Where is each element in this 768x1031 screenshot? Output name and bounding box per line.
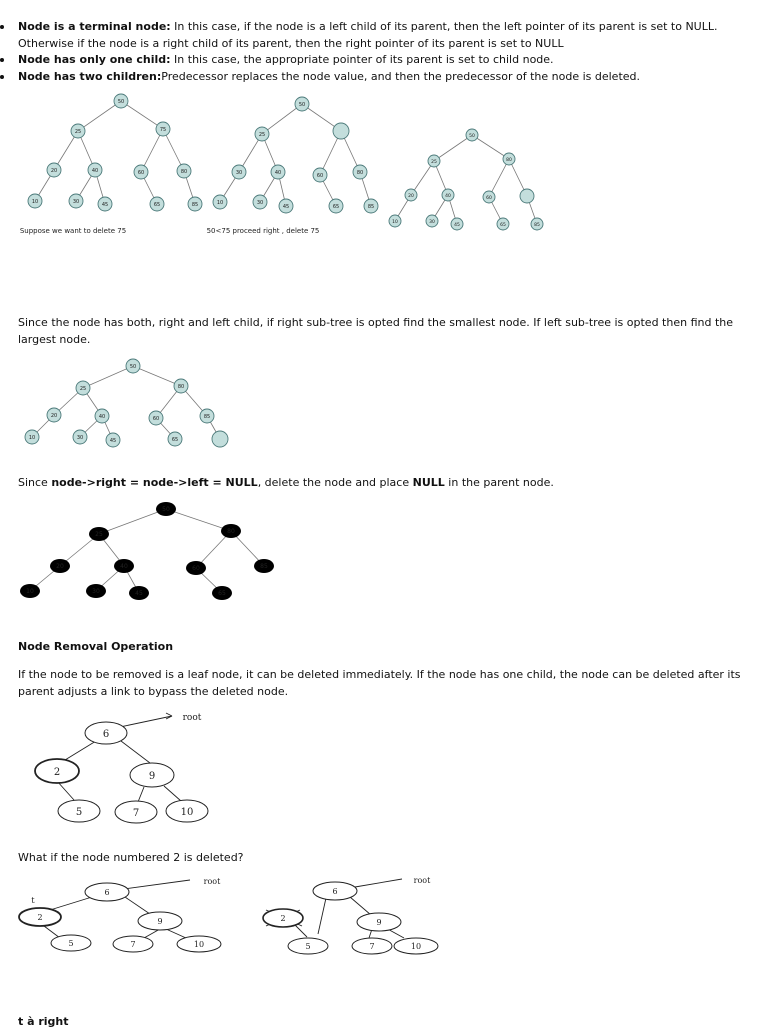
svg-text:60: 60 xyxy=(486,196,492,201)
svg-text:45: 45 xyxy=(454,223,460,228)
svg-text:20: 20 xyxy=(408,194,414,199)
svg-text:85: 85 xyxy=(534,223,540,228)
svg-text:5: 5 xyxy=(305,942,311,951)
svg-text:25: 25 xyxy=(431,160,437,165)
svg-text:50: 50 xyxy=(298,102,306,108)
root-label: root xyxy=(182,713,202,723)
svg-text:40: 40 xyxy=(274,170,282,176)
null-word: NULL xyxy=(412,476,445,489)
root-label: root xyxy=(413,876,431,885)
svg-text:85: 85 xyxy=(260,563,268,570)
svg-text:80: 80 xyxy=(177,384,185,390)
tree-after xyxy=(263,876,438,954)
svg-text:40: 40 xyxy=(91,168,99,174)
svg-text:65: 65 xyxy=(332,204,340,210)
svg-text:10: 10 xyxy=(392,220,398,225)
svg-text:50: 50 xyxy=(117,99,125,105)
case-text: In this case, the appropriate pointer of its parent is set to child node. xyxy=(170,53,554,66)
section-heading-node-removal: Node Removal Operation xyxy=(18,640,174,653)
svg-text:25: 25 xyxy=(74,129,82,135)
svg-text:85: 85 xyxy=(367,204,375,210)
svg-text:65: 65 xyxy=(218,590,226,597)
svg-text:2: 2 xyxy=(53,767,61,778)
svg-text:25: 25 xyxy=(258,132,266,138)
svg-text:10: 10 xyxy=(31,199,39,205)
null-suffix: in the parent node. xyxy=(444,476,554,489)
svg-text:10: 10 xyxy=(180,807,194,818)
svg-text:6: 6 xyxy=(332,887,338,896)
null-code: node->right = node->left = NULL xyxy=(51,476,258,489)
svg-text:30: 30 xyxy=(72,199,80,205)
svg-text:45: 45 xyxy=(109,438,117,444)
svg-text:30: 30 xyxy=(235,170,243,176)
svg-text:30: 30 xyxy=(429,220,435,225)
svg-text:45: 45 xyxy=(101,202,109,208)
svg-text:9: 9 xyxy=(157,917,163,926)
svg-text:10: 10 xyxy=(410,942,422,951)
svg-text:10: 10 xyxy=(193,940,205,949)
svg-text:30: 30 xyxy=(92,588,100,595)
svg-text:60: 60 xyxy=(152,416,160,422)
svg-text:80: 80 xyxy=(506,158,512,163)
tree-before xyxy=(19,877,221,952)
svg-text:65: 65 xyxy=(171,437,179,443)
svg-text:45: 45 xyxy=(135,590,143,597)
null-middle: , delete the node and place xyxy=(257,476,413,489)
root-label: root xyxy=(203,877,221,886)
svg-text:25: 25 xyxy=(79,386,87,392)
svg-text:9: 9 xyxy=(148,771,156,782)
svg-text:6: 6 xyxy=(104,888,110,897)
svg-text:40: 40 xyxy=(98,414,106,420)
svg-text:20: 20 xyxy=(50,413,58,419)
svg-text:45: 45 xyxy=(282,204,290,210)
svg-text:80: 80 xyxy=(180,169,188,175)
para-two-children: Since the node has both, right and left child, if right sub-tree is opted find the smallest node. If left sub-tree is opted then find the largest node. xyxy=(18,316,733,346)
svg-text:65: 65 xyxy=(500,223,506,228)
svg-text:60: 60 xyxy=(192,565,200,572)
svg-text:40: 40 xyxy=(120,563,128,570)
svg-text:10: 10 xyxy=(216,200,224,206)
svg-text:60: 60 xyxy=(137,170,145,176)
case-text: In this case, if the node is a left child of its parent, then the left pointer of its parent is set to NULL. Otherwise if the node is a right child of its parent, then the right pointer of its parent is set to NULL xyxy=(18,20,718,50)
svg-text:40: 40 xyxy=(445,194,451,199)
svg-text:20: 20 xyxy=(50,168,58,174)
bottom-label: t à right xyxy=(18,1015,69,1028)
svg-text:60: 60 xyxy=(316,173,324,179)
svg-text:7: 7 xyxy=(132,808,140,819)
case-term: Node has only one child: xyxy=(18,53,171,66)
caption-delete-75: Suppose we want to delete 75 xyxy=(19,227,127,235)
svg-text:10: 10 xyxy=(26,588,34,595)
null-prefix: Since xyxy=(18,476,52,489)
svg-text:75: 75 xyxy=(159,127,167,133)
svg-text:10: 10 xyxy=(28,435,36,441)
svg-text:9: 9 xyxy=(376,918,382,927)
svg-text:7: 7 xyxy=(130,940,136,949)
svg-text:65: 65 xyxy=(153,202,161,208)
svg-text:2: 2 xyxy=(37,913,43,922)
svg-text:5: 5 xyxy=(68,939,74,948)
svg-text:25: 25 xyxy=(95,531,103,538)
svg-text:6: 6 xyxy=(102,729,110,740)
svg-text:20: 20 xyxy=(56,563,64,570)
svg-text:80: 80 xyxy=(356,170,364,176)
svg-text:50: 50 xyxy=(162,506,170,513)
svg-text:7: 7 xyxy=(369,942,375,951)
case-term: Node is a terminal node: xyxy=(18,20,171,33)
svg-text:30: 30 xyxy=(76,435,84,441)
para-removal: If the node to be removed is a leaf node, it can be deleted immediately. If the node has one child, the node can be deleted after its parent adjusts a link to bypass the deleted node. xyxy=(18,668,741,698)
svg-text:50: 50 xyxy=(469,134,475,139)
question-delete-2: What if the node numbered 2 is deleted? xyxy=(18,851,244,864)
t-label: t xyxy=(31,896,35,905)
svg-text:80: 80 xyxy=(227,528,235,535)
case-term: Node has two children: xyxy=(18,69,162,83)
caption-proceed-right: 50<75 proceed right , delete 75 xyxy=(206,227,320,235)
svg-text:50: 50 xyxy=(129,364,137,370)
svg-text:5: 5 xyxy=(75,807,83,818)
svg-text:2: 2 xyxy=(280,914,286,923)
svg-text:85: 85 xyxy=(203,414,211,420)
case-text: Predecessor replaces the node value, and then the predecessor of the node is deleted. xyxy=(161,69,641,83)
svg-text:85: 85 xyxy=(191,202,199,208)
svg-text:30: 30 xyxy=(256,200,264,206)
